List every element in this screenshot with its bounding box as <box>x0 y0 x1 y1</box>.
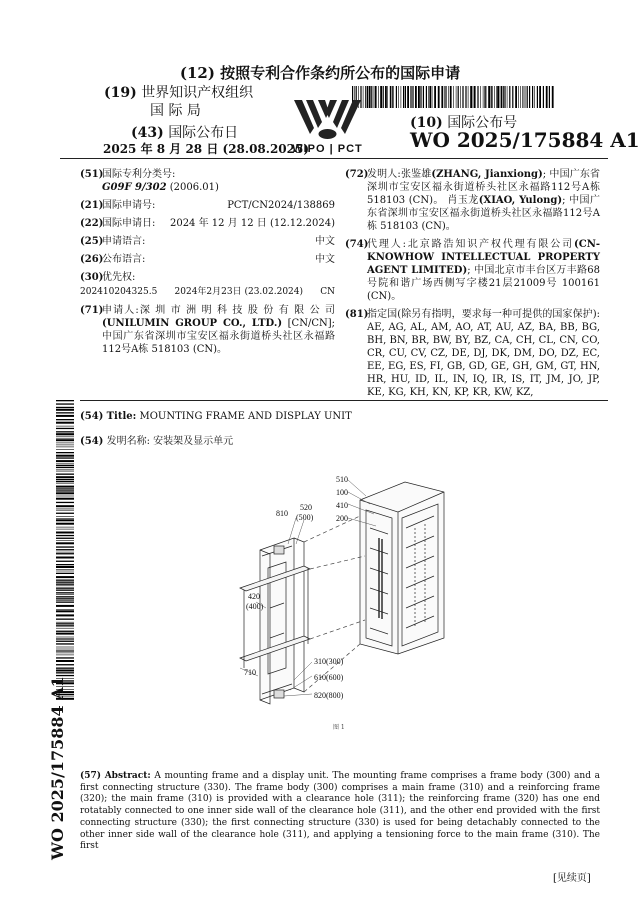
priority-code: (30) <box>80 272 104 283</box>
barcode-bar <box>56 653 74 654</box>
barcode-bar <box>413 86 414 108</box>
pub-lang-field <box>80 253 335 266</box>
barcode-bar <box>434 86 436 108</box>
figure-caption: 图 1 <box>333 724 345 731</box>
barcode-bar <box>504 86 505 108</box>
barcode-bar <box>56 481 74 482</box>
ref-100: 100 <box>336 488 348 497</box>
barcode-bar <box>56 457 74 458</box>
barcode-bar <box>56 590 74 591</box>
barcode-bar <box>462 86 463 108</box>
barcode-bar <box>385 86 387 108</box>
barcode-bar <box>438 86 440 108</box>
barcode-bar <box>56 633 74 635</box>
barcode-bar <box>477 86 478 108</box>
barcode-bar <box>473 86 474 108</box>
barcode-bar <box>441 86 443 108</box>
barcode-bar <box>524 86 525 108</box>
barcode-bar <box>56 518 74 519</box>
barcode-bar <box>56 422 74 424</box>
barcode-bar <box>56 535 74 536</box>
ref-610: 610(600) <box>314 673 344 682</box>
barcode-bar <box>56 509 74 510</box>
barcode-bar <box>56 576 74 578</box>
barcode-bar <box>56 573 74 574</box>
barcode-bar <box>56 647 74 648</box>
barcode-bar <box>56 614 74 616</box>
designated-states: AE, AG, AL, AM, AO, AT, AU, AZ, BA, BB, BG, BH, BN, BR, BW, BY, BZ, CA, CH, CL, CN, CO, CR, CU, CV, CZ, DE, DJ, DK, DM, DO, DZ, EC, EE, EG, ES, FI, GB, GD, GE, GH, GM, GT, HN, HR, HU, ID, IL, IN, IQ, IR, IS, IT, JM, JO, JP, KE, KG, KH, KN, KP, KR, KW, KZ, <box>367 322 600 398</box>
pub-lang-value: 中文 <box>315 254 335 265</box>
barcode-bar <box>56 649 74 650</box>
barcode-bar <box>56 622 74 623</box>
barcode-bar <box>56 443 74 444</box>
barcode-bar <box>465 86 466 108</box>
barcode-bar <box>56 582 74 583</box>
barcode-bar <box>375 86 377 108</box>
applicant-name-en: (UNILUMIN GROUP CO., LTD.) <box>102 318 283 329</box>
barcode-bar <box>56 641 74 642</box>
bibliographic-right <box>345 168 600 404</box>
title-zh-code: (54) <box>80 436 104 447</box>
barcode-bar <box>56 594 74 595</box>
barcode-bar <box>426 86 427 108</box>
vertical-pub-num <box>48 676 78 860</box>
barcode-bar <box>56 552 74 553</box>
ipc-date: (2006.01) <box>169 182 219 193</box>
barcode-bar <box>492 86 493 108</box>
priority-country: CN <box>320 287 335 297</box>
barcode-bar <box>56 483 74 484</box>
filing-date-value: 2024 年 12 月 12 日 (12.12.2024) <box>169 218 335 229</box>
barcode-bar <box>390 86 391 108</box>
barcode-bar <box>56 553 74 554</box>
office-name: 世界知识产权组织 <box>141 85 254 101</box>
priority-number: 202410204325.5 <box>80 287 158 297</box>
barcode-bar <box>549 86 550 108</box>
barcode-bar <box>56 403 74 404</box>
barcode-bar <box>56 452 74 453</box>
barcode-bar <box>56 623 74 624</box>
barcode-bar <box>515 86 517 108</box>
barcode-bar <box>56 569 74 570</box>
barcode-bar <box>56 513 74 514</box>
barcode-bar <box>520 86 521 108</box>
inventor-mid: ; 中国广东省深圳市宝安区福永街道桥头社区永福路112号A栋 518103 (CN)。 肖玉龙 <box>367 169 600 206</box>
barcode-bar <box>56 419 74 420</box>
barcode-bar <box>432 86 433 108</box>
title-zh-value: 安装架及显示单元 <box>153 436 234 447</box>
barcode-top <box>352 86 555 108</box>
barcode-bar <box>56 592 74 593</box>
barcode-bar <box>539 86 541 108</box>
barcode-bar <box>56 643 74 644</box>
barcode-bar <box>56 510 74 511</box>
filing-lang-field <box>80 235 335 248</box>
barcode-bar <box>407 86 409 108</box>
barcode-bar <box>56 455 74 457</box>
barcode-bar <box>56 564 74 565</box>
title-en-code: (54) <box>80 411 104 422</box>
barcode-bar <box>56 561 74 562</box>
barcode-bar <box>420 86 421 108</box>
barcode-bar <box>485 86 486 108</box>
barcode-bar <box>383 86 384 108</box>
barcode-bar <box>488 86 490 108</box>
barcode-bar <box>546 86 548 108</box>
barcode-bar <box>398 86 399 108</box>
filing-date-label: 国际申请日: <box>102 218 156 229</box>
barcode-bar <box>458 86 459 108</box>
barcode-bar <box>534 86 535 108</box>
title-en-label: Title: <box>106 411 137 422</box>
barcode-bar <box>512 86 513 108</box>
barcode-bar <box>56 602 74 603</box>
applicant-name-zh: 深 圳 市 洲 明 科 技 股 份 有 限 公 司 <box>138 305 335 316</box>
title-en-value: MOUNTING FRAME AND DISPLAY UNIT <box>139 411 352 422</box>
barcode-bar <box>418 86 420 108</box>
barcode-bar <box>396 86 397 108</box>
filing-date-code: (22) <box>80 218 104 229</box>
mounting-frame <box>240 538 310 704</box>
barcode-bar <box>56 415 74 417</box>
barcode-bar <box>56 431 74 432</box>
barcode-bar <box>56 502 74 503</box>
barcode-bar <box>453 86 454 108</box>
barcode-bar <box>56 400 74 401</box>
barcode-bar <box>56 657 74 658</box>
barcode-bar <box>56 409 74 411</box>
barcode-bar <box>56 471 74 472</box>
ipc-label: 国际专利分类号: <box>102 169 176 180</box>
barcode-bar <box>56 596 74 597</box>
barcode-bar <box>532 86 533 108</box>
pub-date-label: 国际公布日 <box>168 125 239 141</box>
barcode-bar <box>529 86 530 108</box>
barcode-bar <box>56 428 74 429</box>
barcode-bar <box>56 549 74 550</box>
barcode-bar <box>56 609 74 610</box>
barcode-bar <box>56 540 74 541</box>
barcode-bar <box>56 638 74 639</box>
barcode-bar <box>56 474 74 475</box>
barcode-bar <box>460 86 461 108</box>
barcode-bar <box>448 86 449 108</box>
barcode-bar <box>446 86 447 108</box>
barcode-bar <box>56 464 74 465</box>
barcode-bar <box>56 670 74 672</box>
barcode-bar <box>56 600 74 601</box>
agent-address: ; 中国北京市丰台区万丰路68号院和谐广场西侧写字楼21层21009号 100161 (CN)。 <box>367 265 600 302</box>
ref-510: 510 <box>336 475 348 484</box>
designated-code: (81) <box>345 309 369 320</box>
pub-num: WO 2025/175884 A1 <box>410 128 640 152</box>
barcode-bar <box>56 527 74 528</box>
barcode-bar <box>56 438 74 439</box>
barcode-bar <box>507 86 508 108</box>
barcode-bar <box>56 433 74 435</box>
filing-lang-label: 申请语言: <box>102 236 146 247</box>
barcode-bar <box>56 584 74 585</box>
pub-lang-code: (26) <box>80 254 104 265</box>
wipo-logo <box>280 98 375 156</box>
barcode-bar <box>491 86 492 108</box>
barcode-bar <box>56 668 74 669</box>
barcode-bar <box>56 496 74 497</box>
inventor-name1-en: (ZHANG, Jianxiong) <box>431 169 543 180</box>
barcode-bar <box>56 631 74 632</box>
barcode-bar <box>503 86 504 108</box>
barcode-bar <box>468 86 469 108</box>
barcode-bar <box>56 426 74 427</box>
applicant-code: (71) <box>80 305 104 316</box>
barcode-bar <box>56 445 74 446</box>
priority-date: 2024年2月23日 (23.02.2024) <box>174 287 304 297</box>
applicant-address: [CN/CN]; 中国广东省深圳市宝安区福永街道桥头社区永福路112号A栋 518103 (CN)。 <box>102 318 335 355</box>
ipc-field <box>80 168 335 194</box>
barcode-bar <box>387 86 388 108</box>
barcode-bar <box>56 610 74 612</box>
ref-820: 820(800) <box>314 691 344 700</box>
barcode-bar <box>56 588 74 589</box>
ref-520: 520 <box>300 503 312 512</box>
barcode-bar <box>56 532 74 534</box>
barcode-bar <box>56 460 74 462</box>
app-no-value: PCT/CN2024/138869 <box>227 200 335 211</box>
barcode-bar <box>428 86 429 108</box>
pub-num-label: 国际公布号 <box>447 115 518 131</box>
inventor-label: 发明人: <box>367 169 401 180</box>
barcode-bar <box>56 490 74 491</box>
agent-name-zh: 北京路浩知识产权代理有限公司 <box>405 239 575 250</box>
barcode-bar <box>56 407 74 408</box>
wipo-logo-text: WIPO | PCT <box>292 143 363 155</box>
continued-note: [见续页] <box>553 873 591 884</box>
barcode-bar <box>56 488 74 489</box>
barcode-bar <box>392 86 393 108</box>
barcode-bar <box>56 557 74 559</box>
agent-name-en: (CN-KNOWHOW INTELLECTUAL PROPERTY AGENT LIMITED) <box>367 239 601 276</box>
app-no-label: 国际申请号: <box>102 200 156 211</box>
applicant-label: 申请人: <box>102 305 139 316</box>
agent-label: 代理人: <box>367 239 406 250</box>
barcode-bar <box>456 86 457 108</box>
barcode-bar <box>56 498 74 500</box>
barcode-bar <box>56 571 74 572</box>
barcode-bar <box>401 86 402 108</box>
section-rule <box>80 400 608 401</box>
barcode-bar <box>56 580 74 581</box>
ref-710: 710 <box>244 668 256 677</box>
app-no-field <box>80 199 335 212</box>
pub-lang-label: 公布语言: <box>102 254 146 265</box>
title-zh-label: 发明名称: <box>106 436 150 447</box>
designated-label: 指定国(除另有指明，要求每一种可提供的国家保护): <box>367 309 600 320</box>
barcode-bar <box>403 86 404 108</box>
app-no-code: (21) <box>80 200 104 211</box>
pub-num-code: (10) <box>410 115 443 131</box>
barcode-bar <box>56 639 74 640</box>
barcode-bar <box>56 465 74 466</box>
ref-500: (500) <box>296 513 314 522</box>
header-rule <box>60 158 608 159</box>
barcode-bar <box>410 86 411 108</box>
abstract-label: Abstract: <box>104 771 151 781</box>
barcode-bar <box>56 605 74 607</box>
barcode-bar <box>56 625 74 626</box>
barcode-bar <box>56 672 74 673</box>
barcode-bar <box>56 586 74 587</box>
ref-310: 310(300) <box>314 657 344 666</box>
office-code: (19) <box>104 85 137 101</box>
pub-date-code: (43) <box>131 125 164 141</box>
barcode-bar <box>56 529 74 530</box>
barcode-bar <box>56 476 74 478</box>
barcode-bar <box>423 86 424 108</box>
barcode-bar <box>509 86 510 108</box>
barcode-bar <box>552 86 554 108</box>
reference-numerals <box>244 475 348 700</box>
barcode-bar <box>56 542 74 544</box>
barcode-bar <box>56 470 74 471</box>
barcode-bar <box>56 664 74 665</box>
ipc-value: G09F 9/302 <box>102 182 167 193</box>
vertical-pub-num-text: WO 2025/175884 A1 <box>48 676 67 860</box>
ref-810: 810 <box>276 509 288 518</box>
barcode-bar <box>484 86 485 108</box>
barcode-bar <box>494 86 495 108</box>
barcode-bar <box>56 598 74 599</box>
office-block <box>104 84 253 120</box>
barcode-bar <box>470 86 472 108</box>
barcode-bar <box>56 566 74 568</box>
agent-code: (74) <box>345 239 369 250</box>
barcode-bar <box>480 86 481 108</box>
barcode-bar <box>393 86 394 108</box>
barcode-bar <box>56 650 74 651</box>
pub-date-label-block <box>131 122 238 142</box>
barcode-bar <box>500 86 501 108</box>
title-zh <box>80 432 233 447</box>
barcode-bar <box>56 486 74 488</box>
barcode-bar <box>56 479 74 480</box>
abstract-text: A mounting frame and a display unit. The mounting frame comprises a frame body (300) and a first connecting structure (330). The frame body (300) comprises a main frame (310) and a reinforcing frame (320); the main frame (310) is provided with a clearance hole (311); the reinforcing frame (320) has one end rotatably connected to one inner side wall of the clearance hole (311), and the other end provided with the first connecting structure (330); the first connecting structure (330) is used for being detachably connected to the other inner side wall of the clearance hole (311), and applying a tensioning force to the main frame (310). The first <box>80 771 600 852</box>
inventor-name1: 张鉴雄 <box>400 169 432 180</box>
barcode-bar <box>496 86 497 108</box>
ref-410: 410 <box>336 501 348 510</box>
barcode-bar <box>56 546 74 547</box>
designated-field <box>345 308 600 399</box>
barcode-bar <box>380 86 382 108</box>
barcode-bar <box>450 86 452 108</box>
pub-date: 2025 年 8 月 28 日 (28.08.2025) <box>103 142 310 156</box>
barcode-bar <box>501 86 502 108</box>
ref-200: 200 <box>336 514 348 523</box>
barcode-bar <box>378 86 379 108</box>
applicant-field <box>80 304 335 356</box>
barcode-bar <box>415 86 417 108</box>
filing-date-field <box>80 217 335 230</box>
barcode-bar <box>56 660 74 662</box>
barcode-bar <box>474 86 476 108</box>
barcode-bar <box>56 538 74 539</box>
barcode-bar <box>518 86 519 108</box>
ref-400: (400) <box>246 602 264 611</box>
inventor-name2-en: (XIAO, Yulong) <box>478 195 563 206</box>
barcode-bar <box>56 436 74 437</box>
barcode-bar <box>444 86 445 108</box>
barcode-bar <box>56 519 74 521</box>
barcode-bar <box>56 628 74 629</box>
abstract <box>80 771 600 853</box>
bibliographic-left <box>80 168 335 361</box>
barcode-bar <box>56 492 74 494</box>
barcode-bar <box>56 439 74 441</box>
ref-420: 420 <box>248 592 260 601</box>
barcode-bar <box>522 86 523 108</box>
title-en <box>80 411 352 422</box>
priority-label: 优先权: <box>102 272 136 283</box>
filing-lang-value: 中文 <box>315 236 335 247</box>
barcode-bar <box>483 86 484 108</box>
priority-field <box>80 271 335 299</box>
barcode-bar <box>56 655 74 656</box>
barcode-bar <box>56 619 74 620</box>
document-title: (12) 按照专利合作条约所公布的国际申请 <box>179 64 461 82</box>
barcode-bar <box>537 86 538 108</box>
barcode-bar <box>527 86 528 108</box>
barcode-bar <box>497 86 499 108</box>
agent-field <box>345 238 600 303</box>
display-panel <box>360 482 444 654</box>
barcode-bar <box>525 86 526 108</box>
barcode-bar <box>56 467 74 468</box>
inventor-code: (72) <box>345 169 369 180</box>
barcode-bar <box>56 447 74 448</box>
inventor-after: ; 中国广东省深圳市宝安区福永街道桥头社区永福路112号A栋 518103 (CN)。 <box>367 195 600 232</box>
patent-drawing <box>230 468 570 726</box>
barcode-bar <box>411 86 412 108</box>
barcode-left <box>56 400 74 700</box>
abstract-code: (57) <box>80 771 102 781</box>
priority-line <box>80 286 335 299</box>
barcode-bar <box>429 86 431 108</box>
barcode-bar <box>56 516 74 517</box>
barcode-bar <box>56 412 74 413</box>
barcode-bar <box>543 86 544 108</box>
barcode-bar <box>56 505 74 507</box>
inventor-field <box>345 168 600 233</box>
barcode-bar <box>56 651 74 652</box>
barcode-bar <box>56 449 74 450</box>
ipc-code: (51) <box>80 169 104 180</box>
barcode-bar <box>56 523 74 525</box>
barcode-bar <box>56 637 74 638</box>
office-sub: 国 际 局 <box>150 103 201 119</box>
filing-lang-code: (25) <box>80 236 104 247</box>
barcode-bar <box>405 86 406 108</box>
